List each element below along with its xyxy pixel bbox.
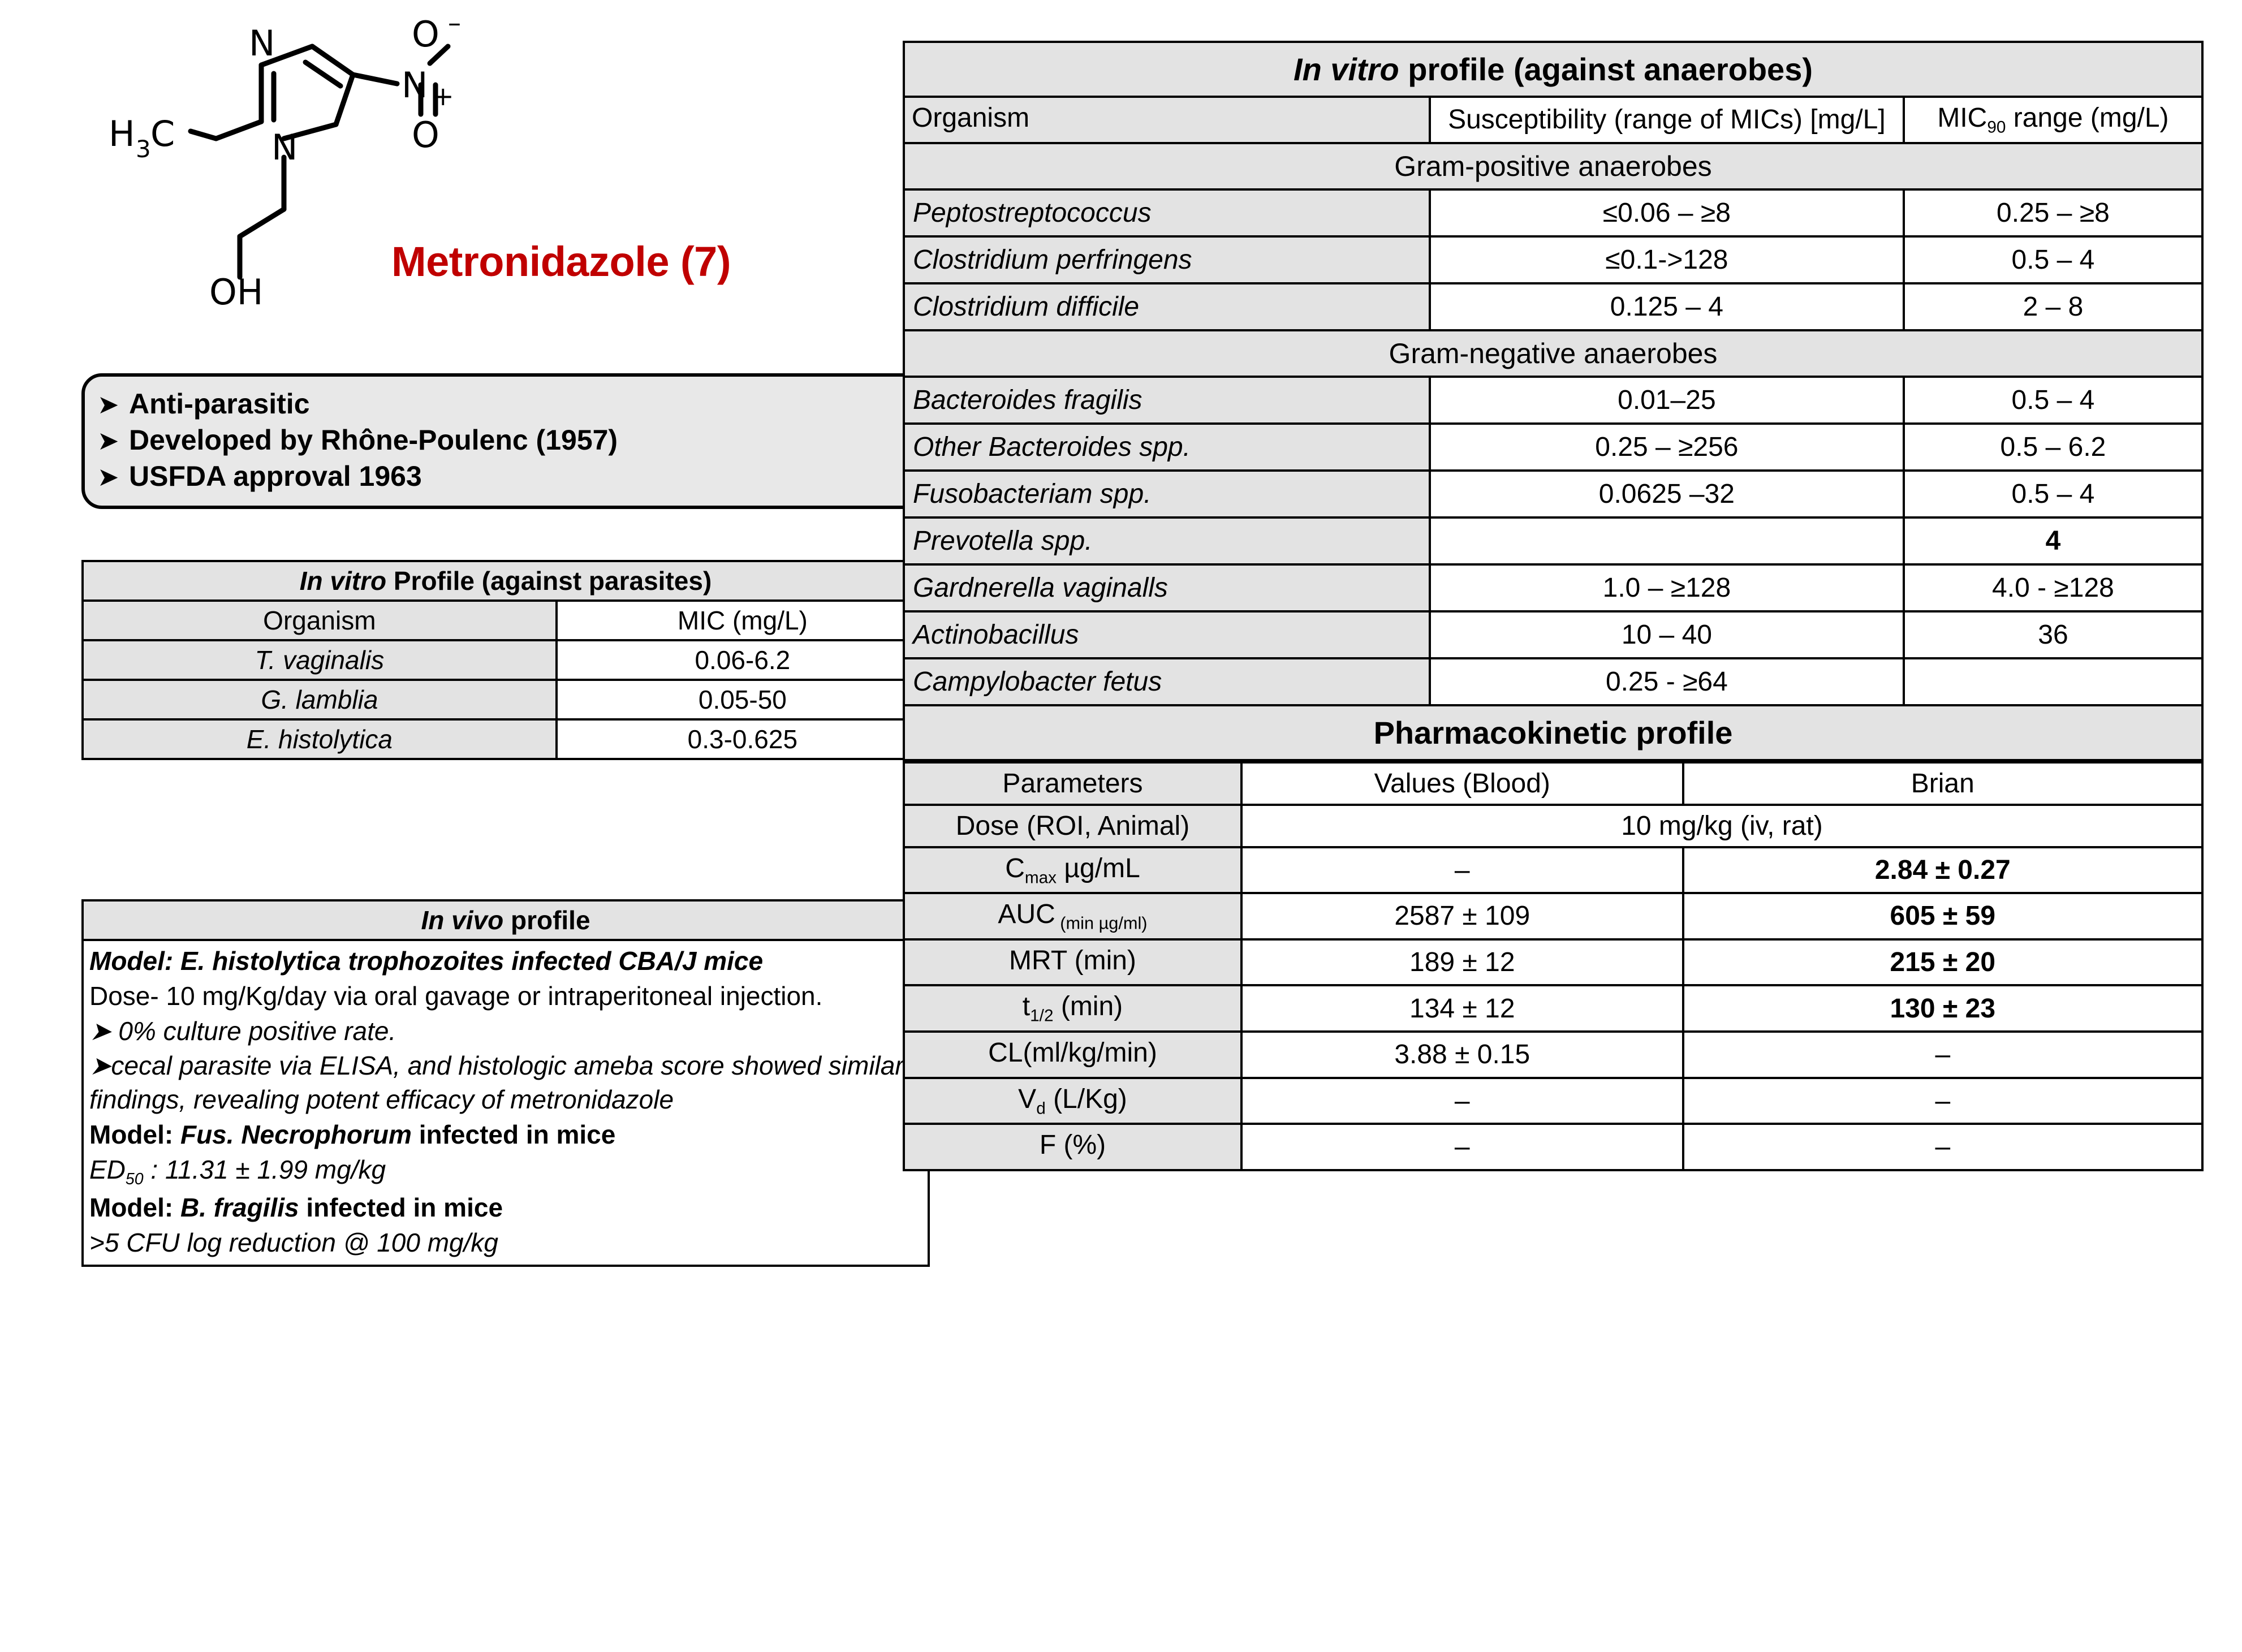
model-3-suffix: infected in mice [299, 1193, 503, 1223]
susceptibility-cell [1430, 517, 1904, 564]
susceptibility-cell: 0.0625 –32 [1430, 471, 1904, 517]
organism-cell: Peptostreptococcus [904, 189, 1430, 236]
group-gram-positive: Gram-positive anaerobes [904, 143, 2202, 189]
atom-label-hydroxyl: OH [209, 271, 264, 305]
arrow-bullet-icon: ➤ [89, 1051, 111, 1081]
param-main: t [1022, 991, 1031, 1022]
group-header-row [904, 143, 2202, 189]
structure-area [41, 11, 896, 351]
blood-value-cell: 3.88 ± 0.15 [1241, 1032, 1683, 1078]
param-sub: (min µg/ml) [1055, 913, 1148, 933]
finding-bullet-1 [89, 1015, 922, 1049]
table-row [904, 985, 2202, 1032]
organism-cell: Campylobacter fetus [904, 658, 1430, 705]
table-row [83, 640, 929, 680]
table-row [904, 189, 2202, 236]
finding-bullet-1-text: 0% culture positive rate. [118, 1016, 396, 1046]
anaerobes-table-title [904, 42, 2202, 97]
dose-label-cell: Dose (ROI, Animal) [904, 805, 1241, 847]
mic-cell: 0.3-0.625 [557, 719, 929, 759]
atom-label-methyl: H [109, 113, 135, 154]
param-cell [904, 1124, 1241, 1170]
susceptibility-cell: ≤0.06 – ≥8 [1430, 189, 1904, 236]
in-vivo-content-row [83, 940, 929, 1266]
param-post: (min) [1053, 991, 1123, 1022]
table-title-row [83, 900, 929, 940]
organism-cell: Actinobacillus [904, 611, 1430, 658]
mic-cell: 0.05-50 [557, 680, 929, 719]
organism-cell: E. histolytica [83, 719, 557, 759]
param-main: C [1005, 853, 1025, 883]
param-cell [904, 847, 1241, 894]
finding-bullet-2-text: cecal parasite via ELISA, and histologic ameba score showed similar findings, revealing potent efficacy of metronidazole [89, 1051, 904, 1115]
ed50-value: : 11.31 ± 1.99 mg/kg [143, 1154, 386, 1184]
param-sub: max [1024, 868, 1057, 887]
table-row [904, 517, 2202, 564]
mic90-cell: 0.5 – 4 [1904, 236, 2202, 283]
title-rest: profile [503, 905, 590, 935]
in-vitro-parasites-table [81, 560, 930, 760]
fact-label-3: USFDA approval 1963 [129, 460, 422, 492]
param-sub: d [1036, 1099, 1046, 1118]
ed50-line [89, 1153, 922, 1190]
arrow-bullet-icon: ➤ [89, 1016, 111, 1046]
organism-cell: Gardnerella vaginalls [904, 564, 1430, 611]
model-2-prefix: Model: [89, 1119, 180, 1149]
anaerobes-and-pk-table [903, 41, 2204, 761]
fact-label-2: Developed by Rhône-Poulenc (1957) [129, 424, 618, 456]
table-row [904, 564, 2202, 611]
title-rest: Profile (against parasites) [386, 566, 712, 596]
table-row [904, 471, 2202, 517]
atom-label-methyl-sub: 3 [136, 135, 151, 163]
blood-value-cell: – [1241, 1124, 1683, 1170]
fact-label-1: Anti-parasitic [129, 388, 310, 420]
title-italic: In vitro [1294, 51, 1399, 87]
pharmacokinetic-title: Pharmacokinetic profile [904, 705, 2202, 760]
arrow-bullet-icon: ➤ [97, 462, 119, 491]
table-row [904, 283, 2202, 330]
blood-value-cell: 189 ± 12 [1241, 939, 1683, 986]
in-vivo-body [83, 940, 929, 1266]
pharmacokinetic-table [903, 761, 2204, 1171]
atom-label-nitro-n: N [402, 64, 428, 106]
organism-cell: Clostridium difficile [904, 283, 1430, 330]
table-title-row [904, 42, 2202, 97]
table-row [904, 1124, 2202, 1170]
right-column [903, 41, 2204, 1171]
left-column [41, 11, 904, 1257]
brian-value-cell: 2.84 ± 0.27 [1683, 847, 2202, 894]
mic90-cell: 0.5 – 4 [1904, 471, 2202, 517]
param-main: CL(ml/kg/min) [988, 1037, 1157, 1068]
group-gram-negative: Gram-negative anaerobes [904, 330, 2202, 377]
col-header-susceptibility: Susceptibility (range of MICs) [mg/L] [1430, 97, 1904, 143]
col-header-organism: Organism [83, 601, 557, 640]
mic90-post: range (mg/L) [2006, 103, 2169, 133]
table-header-row [904, 97, 2202, 143]
param-cell [904, 939, 1241, 986]
col-header-values-blood: Values (Blood) [1241, 762, 1683, 805]
organism-cell: Fusobacteriam spp. [904, 471, 1430, 517]
model-2-organism: Fus. Necrophorum [180, 1119, 412, 1149]
organism-cell: T. vaginalis [83, 640, 557, 680]
key-facts-box [81, 373, 930, 509]
param-cell [904, 985, 1241, 1032]
param-post: (L/Kg) [1045, 1084, 1127, 1114]
molecule-name: Metronidazole (7) [391, 238, 731, 285]
nitro-minus-charge: – [448, 11, 461, 38]
mic90-cell: 0.5 – 4 [1904, 377, 2202, 424]
model-3-organism: B. fragilis [180, 1193, 299, 1223]
col-header-mic90 [1904, 97, 2202, 143]
table-row [904, 939, 2202, 986]
cfu-line: >5 CFU log reduction @ 100 mg/kg [89, 1227, 498, 1257]
mic90-subscript: 90 [1987, 118, 2006, 137]
param-main: AUC [998, 899, 1055, 930]
mic90-cell: 36 [1904, 611, 2202, 658]
mic90-cell: 4 [1904, 517, 2202, 564]
in-vivo-title [83, 900, 929, 940]
arrow-bullet-icon: ➤ [97, 426, 119, 455]
finding-bullet-2 [89, 1049, 922, 1117]
model-3-line [89, 1191, 922, 1225]
atom-label-nitro-o-minus: O [412, 14, 439, 55]
table-row [904, 847, 2202, 894]
mic90-cell: 0.5 – 6.2 [1904, 424, 2202, 471]
list-item [97, 386, 914, 422]
pk-title-row [904, 705, 2202, 760]
ed50-subscript: 50 [125, 1170, 144, 1188]
table-row [83, 680, 929, 719]
param-cell [904, 1078, 1241, 1124]
table-header-row [904, 762, 2202, 805]
param-main: F (%) [1039, 1130, 1106, 1161]
susceptibility-cell: 0.25 – ≥256 [1430, 424, 1904, 471]
parasite-table-title [83, 561, 929, 601]
table-title-row [83, 561, 929, 601]
col-header-brian: Brian [1683, 762, 2202, 805]
list-item [97, 458, 914, 494]
title-italic: In vivo [421, 905, 504, 935]
param-sub: 1/2 [1030, 1006, 1054, 1025]
susceptibility-cell: 10 – 40 [1430, 611, 1904, 658]
table-row [904, 424, 2202, 471]
table-row [904, 611, 2202, 658]
model-3-prefix: Model: [89, 1193, 180, 1223]
table-row [83, 719, 929, 759]
table-row [904, 236, 2202, 283]
param-cell [904, 1032, 1241, 1078]
blood-value-cell: – [1241, 1078, 1683, 1124]
brian-value-cell: 605 ± 59 [1683, 893, 2202, 939]
susceptibility-cell: 0.25 - ≥64 [1430, 658, 1904, 705]
mic-cell: 0.06-6.2 [557, 640, 929, 680]
table-row [904, 658, 2202, 705]
organism-cell: Clostridium perfringens [904, 236, 1430, 283]
atom-label-n3: N [249, 23, 275, 64]
organism-cell: Other Bacteroides spp. [904, 424, 1430, 471]
model-2-suffix: infected in mice [411, 1119, 616, 1149]
param-main: MRT (min) [1009, 945, 1136, 976]
mic90-cell [1904, 658, 2202, 705]
in-vivo-profile-table [81, 899, 930, 1267]
brian-value-cell: – [1683, 1078, 2202, 1124]
param-cell [904, 893, 1241, 939]
blood-value-cell: 134 ± 12 [1241, 985, 1683, 1032]
blood-value-cell: 2587 ± 109 [1241, 893, 1683, 939]
model-1-line: Model: E. histolytica trophozoites infected CBA/J mice [89, 946, 764, 976]
mic90-cell: 2 – 8 [1904, 283, 2202, 330]
susceptibility-cell: 0.01–25 [1430, 377, 1904, 424]
param-main: V [1018, 1084, 1037, 1114]
brian-value-cell: 215 ± 20 [1683, 939, 2202, 986]
model-2-line [89, 1118, 922, 1152]
mic90-cell: 4.0 - ≥128 [1904, 564, 2202, 611]
susceptibility-cell: 0.125 – 4 [1430, 283, 1904, 330]
organism-cell: G. lamblia [83, 680, 557, 719]
col-header-mic: MIC (mg/L) [557, 601, 929, 640]
col-header-parameters: Parameters [904, 762, 1241, 805]
title-rest: profile (against anaerobes) [1399, 51, 1813, 87]
mic90-pre: MIC [1937, 103, 1987, 133]
param-post: µg/mL [1057, 853, 1140, 883]
table-row [904, 1078, 2202, 1124]
blood-value-cell: – [1241, 847, 1683, 894]
ed50-label: ED [89, 1154, 126, 1184]
organism-cell: Bacteroides fragilis [904, 377, 1430, 424]
col-header-organism: Organism [904, 97, 1430, 143]
list-item [97, 422, 914, 458]
title-italic: In vitro [299, 566, 387, 596]
susceptibility-cell: 1.0 – ≥128 [1430, 564, 1904, 611]
susceptibility-cell: ≤0.1->128 [1430, 236, 1904, 283]
table-row [904, 377, 2202, 424]
organism-cell: Prevotella spp. [904, 517, 1430, 564]
dose-line: Dose- 10 mg/Kg/day via oral gavage or intraperitoneal injection. [89, 981, 823, 1011]
table-header-row [83, 601, 929, 640]
table-row [904, 805, 2202, 847]
brian-value-cell: 130 ± 23 [1683, 985, 2202, 1032]
nitro-plus-charge: + [432, 81, 454, 111]
atom-label-n1: N [271, 127, 298, 168]
mic90-cell: 0.25 – ≥8 [1904, 189, 2202, 236]
atom-label-nitro-o: O [412, 114, 439, 156]
arrow-bullet-icon: ➤ [97, 390, 119, 419]
table-row [904, 893, 2202, 939]
group-header-row [904, 330, 2202, 377]
table-row [904, 1032, 2202, 1078]
dose-value-cell: 10 mg/kg (iv, rat) [1241, 805, 2202, 847]
brian-value-cell: – [1683, 1032, 2202, 1078]
brian-value-cell: – [1683, 1124, 2202, 1170]
atom-label-methyl-c: C [150, 113, 175, 154]
